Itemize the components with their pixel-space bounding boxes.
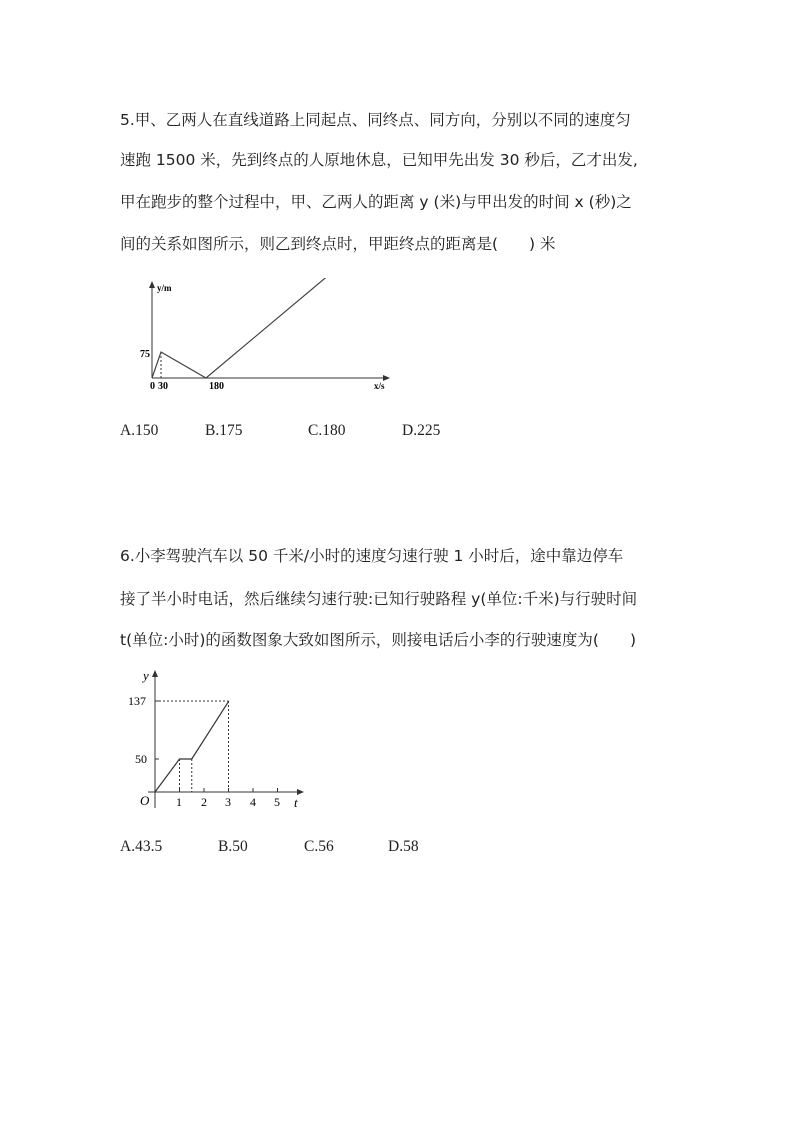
q6-graph	[120, 666, 320, 816]
q5-distance-line	[152, 278, 398, 378]
q5-y-axis-label: y/m	[157, 283, 172, 293]
q5-option-b[interactable]: B.175	[205, 422, 243, 439]
q6-line-1: 6.小李驾驶汽车以 50 千米/小时的速度匀速行驶 1 小时后，途中靠边停车	[120, 547, 624, 565]
q6-y-tick-marks	[155, 701, 159, 759]
q5-option-a[interactable]: A.150	[120, 422, 159, 439]
q5-x-tick-180: 180	[209, 381, 224, 392]
q6-y-axis-label: y	[143, 668, 149, 683]
q5-y-arrow	[149, 281, 155, 288]
q6-option-c[interactable]: C.56	[304, 838, 334, 855]
q6-line-2: 接了半小时电话，然后继续匀速行驶:已知行驶路程 y(单位:千米)与行驶时间	[120, 590, 638, 608]
q6-x-tick-1: 1	[176, 795, 182, 809]
q6-option-b[interactable]: B.50	[218, 838, 248, 855]
q5-line-2: 速跑 1500 米，先到终点的人原地休息，已知甲先出发 30 秒后，乙才出发,	[120, 151, 638, 169]
q5-line-3: 甲在跑步的整个过程中，甲、乙两人的距离 y (米)与甲出发的时间 x (秒)之	[120, 193, 632, 211]
q6-x-tick-2: 2	[201, 795, 207, 809]
q6-y-tick-50: 50	[135, 752, 147, 766]
q6-option-a[interactable]: A.43.5	[120, 838, 163, 855]
q6-x-axis-label: t	[294, 795, 298, 810]
q5-option-c[interactable]: C.180	[308, 422, 346, 439]
q6-x-tick-4: 4	[250, 795, 256, 809]
q6-origin-label: O	[140, 793, 150, 808]
q6-y-tick-137: 137	[128, 694, 146, 708]
q5-graph	[138, 278, 398, 398]
q6-line-3: t(单位:小时)的函数图象大致如图所示，则接电话后小李的行驶速度为( )	[120, 631, 636, 649]
q5-line-4: 间的关系如图所示，则乙到终点时，甲距终点的距离是( ) 米	[120, 235, 556, 253]
q5-x-tick-30: 30	[158, 381, 168, 392]
q6-distance-line	[155, 702, 229, 792]
q5-x-axis-label: x/s	[374, 381, 385, 391]
q5-line-1: 5.甲、乙两人在直线道路上同起点、同终点、同方向，分别以不同的速度匀	[120, 111, 631, 129]
q6-x-tick-3: 3	[225, 795, 231, 809]
q5-option-d[interactable]: D.225	[402, 422, 441, 439]
q5-y-tick-75: 75	[140, 349, 150, 360]
q5-origin-label: 0	[150, 381, 155, 392]
q6-x-arrow	[297, 789, 304, 795]
q6-option-d[interactable]: D.58	[388, 838, 419, 855]
q6-y-arrow	[152, 670, 158, 677]
q6-x-tick-5: 5	[274, 795, 280, 809]
q6-dashed-guides	[155, 701, 229, 792]
